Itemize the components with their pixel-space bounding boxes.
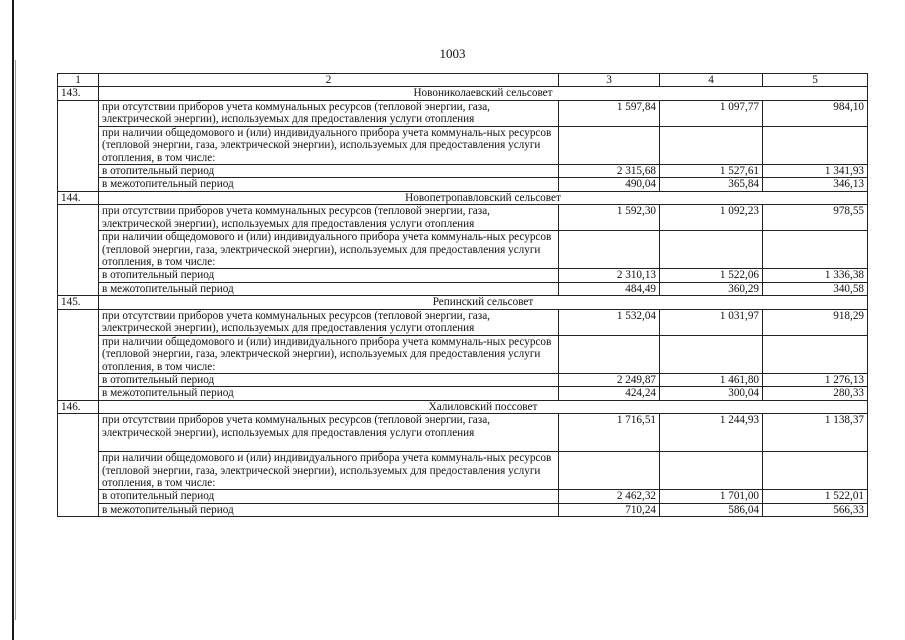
value-cell: 1 716,51 (559, 414, 660, 452)
row-label: в межотопительный период (99, 178, 559, 191)
value-cell: 2 310,13 (559, 269, 660, 282)
value-cell: 1 138,37 (763, 414, 868, 452)
value-cell: 340,58 (763, 282, 868, 295)
value-cell: 1 522,01 (763, 490, 868, 503)
header-col-5: 5 (763, 74, 868, 87)
table-header-row (58, 74, 868, 87)
value-cell: 300,04 (660, 387, 763, 400)
table-row (58, 335, 868, 373)
empty-cell (763, 335, 868, 373)
value-cell: 984,10 (763, 100, 868, 126)
table-row (58, 309, 868, 335)
table-row (58, 231, 868, 269)
value-cell: 346,13 (763, 178, 868, 191)
row-label: в отопительный период (99, 490, 559, 503)
section-name: Халиловский поссовет (99, 400, 868, 413)
section-name: Репинский сельсовет (99, 296, 868, 309)
value-cell: 1 031,97 (660, 309, 763, 335)
value-cell: 365,84 (660, 178, 763, 191)
value-cell: 1 597,84 (559, 100, 660, 126)
row-label: при отсутствии приборов учета коммунальных ресурсов (тепловой энергии, газа, электрической энергии), используемых для предоставления услуги отопления (99, 100, 559, 126)
row-label: при отсутствии приборов учета коммунальных ресурсов (тепловой энергии, газа, электрической энергии), используемых для предоставления услуги отопления (99, 309, 559, 335)
value-cell: 1 461,80 (660, 373, 763, 386)
row-label: в межотопительный период (99, 387, 559, 400)
empty-cell (559, 126, 660, 164)
table-row (58, 387, 868, 400)
value-cell: 1 522,06 (660, 269, 763, 282)
value-cell: 1 276,13 (763, 373, 868, 386)
table-row (58, 373, 868, 386)
row-label: в отопительный период (99, 165, 559, 178)
empty-cell (660, 231, 763, 269)
section-row (58, 296, 868, 309)
row-label: при отсутствии приборов учета коммунальных ресурсов (тепловой энергии, газа, электрической энергии), используемых для предоставления услуги отопления (99, 205, 559, 231)
row-label: при наличии общедомового и (или) индивидуального прибора учета коммуналь-ных ресурсов (тепловой энергии, газа, электрической энергии), используемых для предоставления услуги отопления, в том числе: (99, 231, 559, 269)
value-cell: 1 244,93 (660, 414, 763, 452)
index-spacer (58, 100, 99, 191)
value-cell: 1 336,38 (763, 269, 868, 282)
value-cell: 1 592,30 (559, 205, 660, 231)
index-spacer (58, 205, 99, 296)
header-col-4: 4 (660, 74, 763, 87)
value-cell: 586,04 (660, 503, 763, 516)
page-number: 1003 (439, 46, 466, 61)
value-cell: 1 097,77 (660, 100, 763, 126)
row-label: в отопительный период (99, 373, 559, 386)
value-cell: 1 532,04 (559, 309, 660, 335)
empty-cell (559, 335, 660, 373)
table-row (58, 282, 868, 295)
section-index: 143. (58, 87, 99, 100)
value-cell: 424,24 (559, 387, 660, 400)
row-label: в межотопительный период (99, 282, 559, 295)
empty-cell (763, 452, 868, 490)
section-row (58, 87, 868, 100)
row-label: при наличии общедомового и (или) индивидуального прибора учета коммуналь-ных ресурсов (тепловой энергии, газа, электрической энергии), используемых для предоставления услуги отопления, в том числе: (99, 452, 559, 490)
row-label: в отопительный период (99, 269, 559, 282)
section-name: Новониколаевский сельсовет (99, 87, 868, 100)
value-cell: 918,29 (763, 309, 868, 335)
section-index: 146. (58, 400, 99, 413)
value-cell: 1 701,00 (660, 490, 763, 503)
row-label: при наличии общедомового и (или) индивидуального прибора учета коммуналь-ных ресурсов (тепловой энергии, газа, электрической энергии), используемых для предоставления услуги отопления, в том числе: (99, 335, 559, 373)
table-row (58, 165, 868, 178)
table-row (58, 126, 868, 164)
table-row (58, 100, 868, 126)
table-row (58, 452, 868, 490)
value-cell: 710,24 (559, 503, 660, 516)
empty-cell (660, 452, 763, 490)
section-row (58, 400, 868, 413)
index-spacer (58, 414, 99, 517)
value-cell: 280,33 (763, 387, 868, 400)
value-cell: 1 527,61 (660, 165, 763, 178)
empty-cell (559, 231, 660, 269)
tariff-table (57, 73, 868, 517)
table-row (58, 414, 868, 452)
empty-cell (763, 231, 868, 269)
value-cell: 2 315,68 (559, 165, 660, 178)
value-cell: 2 249,87 (559, 373, 660, 386)
table-row (58, 178, 868, 191)
table-row (58, 503, 868, 516)
value-cell: 566,33 (763, 503, 868, 516)
row-label: в межотопительный период (99, 503, 559, 516)
section-name: Новопетропавловский сельсовет (99, 191, 868, 204)
header-col-2: 2 (99, 74, 559, 87)
value-cell: 484,49 (559, 282, 660, 295)
value-cell: 490,04 (559, 178, 660, 191)
table-row (58, 490, 868, 503)
value-cell: 1 341,93 (763, 165, 868, 178)
scan-left-shadow (15, 60, 16, 620)
section-index: 144. (58, 191, 99, 204)
empty-cell (763, 126, 868, 164)
section-row (58, 191, 868, 204)
value-cell: 978,55 (763, 205, 868, 231)
empty-cell (660, 126, 763, 164)
scan-left-edge (12, 0, 14, 640)
empty-cell (660, 335, 763, 373)
table-row (58, 205, 868, 231)
value-cell: 360,29 (660, 282, 763, 295)
header-col-1: 1 (58, 74, 99, 87)
value-cell: 1 092,23 (660, 205, 763, 231)
empty-cell (559, 452, 660, 490)
row-label: при наличии общедомового и (или) индивидуального прибора учета коммуналь-ных ресурсов (тепловой энергии, газа, электрической энергии), используемых для предоставления услуги отопления, в том числе: (99, 126, 559, 164)
row-label: при отсутствии приборов учета коммунальных ресурсов (тепловой энергии, газа, электрической энергии), используемых для предоставления услуги отопления (99, 414, 559, 452)
index-spacer (58, 309, 99, 400)
value-cell: 2 462,32 (559, 490, 660, 503)
table-row (58, 269, 868, 282)
section-index: 145. (58, 296, 99, 309)
header-col-3: 3 (559, 74, 660, 87)
